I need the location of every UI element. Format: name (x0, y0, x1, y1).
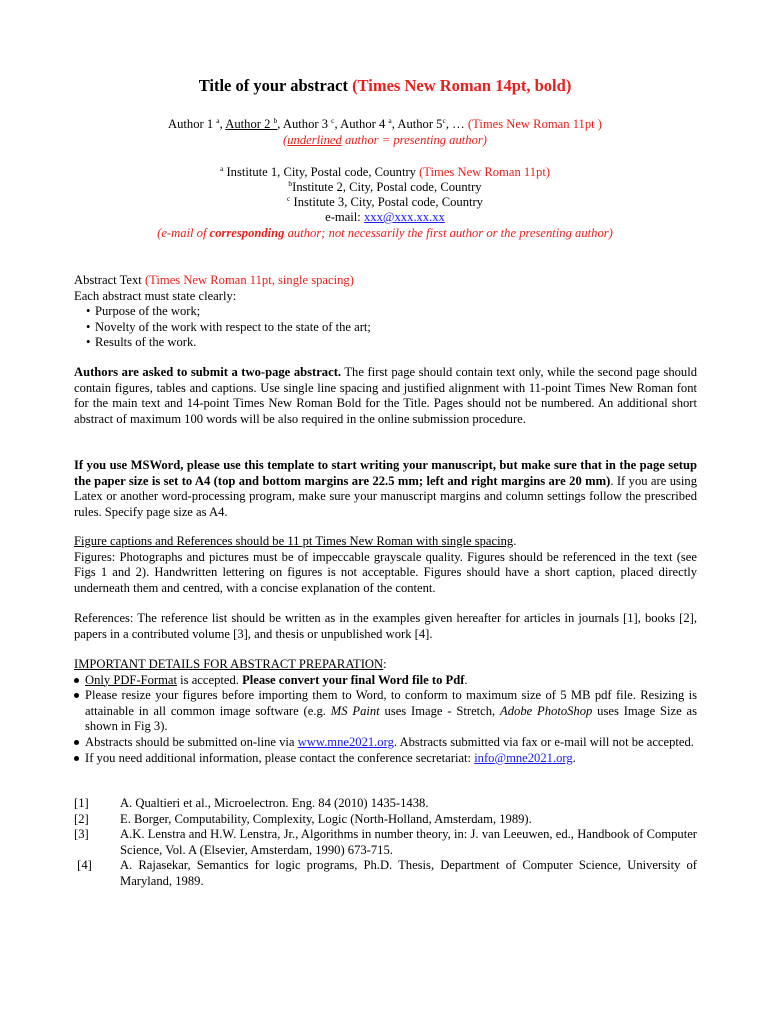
photoshop-label: Adobe PhotoShop (500, 703, 593, 718)
reference-text: A. Rajasekar, Semantics for logic programs, Ph.D. Thesis, Department of Computer Science, University of Maryland, 1989. (120, 858, 697, 888)
reference-text: A. Qualtieri et al., Microelectron. Eng. 84 (2010) 1435-1438. (120, 796, 429, 810)
item1-bold: Please convert your final Word file to Pdf (242, 672, 465, 687)
author-affiliation: b (273, 115, 278, 125)
abstract-text-section (74, 273, 697, 351)
para2-text: . If you are using Latex or another word-processing program, make sure your manuscript margins and column settings follow the prescribed rules. Specify page size as A4. (74, 473, 697, 519)
reference-item (74, 796, 697, 812)
institute-text: Institute 2, City, Postal code, Country (292, 180, 482, 194)
item1-end: . (464, 672, 468, 687)
item4-text: If you need additional information, please contact the conference secretariat: (85, 750, 475, 765)
figures-section (74, 534, 697, 596)
presenting-author-note: (underlined author = presenting author) (283, 133, 487, 147)
underlined-label: underlined (287, 133, 342, 147)
institute-marker: b (288, 178, 293, 188)
presenting-note-text: author = presenting author) (344, 133, 487, 147)
institute-line (0, 165, 770, 180)
reference-text: E. Borger, Computability, Complexity, Logic (North-Holland, Amsterdam, 1989). (120, 811, 532, 826)
reference-number: [4] (74, 858, 92, 873)
title-font-note: (Times New Roman 14pt, bold) (352, 76, 572, 95)
reference-text: A.K. Lenstra and H.W. Lenstra, Jr., Algorithms in number theory, in: J. van Leeuwen, ed., Handbook of Computer Science, Vol. A (Elsevier, Amsterdam, 1990) 673-715. (120, 827, 697, 857)
author-affiliation: c (331, 115, 335, 125)
para1-bold: Authors are asked to submit a two-page abstract. (74, 365, 342, 379)
title-text: Title of your abstract (198, 76, 348, 95)
list-item (74, 751, 697, 767)
item2-text: uses Image - Stretch, (379, 703, 501, 718)
figures-heading: Figure captions and References should be 11 pt Times New Roman with single spacing (74, 534, 514, 548)
authors-ellipsis: , … (445, 117, 465, 131)
authors-font-note: (Times New Roman 11pt ) (467, 117, 602, 131)
email-note-post: author; not necessarily the first author or the presenting author) (284, 226, 613, 240)
email-note-bold: corresponding (209, 226, 285, 240)
list-item: • Novelty of the work with respect to the state of the art; (85, 320, 697, 336)
institute-line (0, 195, 770, 210)
ms-paint-label: MS Paint (330, 703, 380, 718)
abstract-intro: Each abstract must state clearly: (74, 288, 237, 303)
para2-bold: If you use MSWord, please use this template to start writing your manuscript, but make sure that in the page setup the paper size is set to A4 (top and bottom margins are 22.5 mm; left and right margins are 20 mm) (74, 458, 697, 488)
institute-marker: a (219, 163, 224, 173)
reference-number: [3] (74, 827, 89, 842)
item1-text: is accepted. (177, 672, 243, 687)
details-heading: IMPORTANT DETAILS FOR ABSTRACT PREPARATION (74, 657, 384, 671)
list-item (74, 673, 697, 689)
abstract-title (0, 76, 770, 96)
paragraph-msword (74, 458, 697, 520)
list-item (74, 735, 697, 751)
author-affiliation: a (388, 115, 392, 125)
author-name: Author 3 (282, 117, 329, 131)
institute-text: Institute 1, City, Postal code, Country (226, 165, 416, 179)
paragraph-two-page (74, 365, 697, 427)
email-line (0, 210, 770, 225)
figures-heading-tail: . (513, 534, 517, 548)
presenting-author-name: Author 2 (225, 117, 271, 131)
abstract-label: Abstract Text (74, 273, 142, 287)
figures-text: Figures: Photographs and pictures must be of impeccable grayscale quality. Figures should be referenced in the text (see Figs 1 and 2). Handwritten lettering on figures is not acceptable. Figures should have a short caption, placed directly underneath them and centred, with a concise explanation of the content. (74, 549, 697, 595)
details-section (74, 657, 697, 766)
abstract-points (85, 304, 697, 351)
author-name: Author 4 (340, 117, 386, 131)
institute-line (0, 180, 770, 195)
item2-text: uses Image Size as shown in Fig 3). (85, 703, 697, 734)
item4-end: . (572, 750, 576, 765)
reference-item (74, 858, 697, 889)
abstract-label-line (74, 273, 697, 289)
email-label: e-mail: (325, 210, 361, 224)
reference-list (74, 796, 697, 890)
references-paragraph: References: The reference list should be written as in the examples given hereafter for articles in journals [1], books [2], papers in a contributed volume [3], and thesis or unpublished work [4]. (74, 611, 697, 641)
institute-font-note: (Times New Roman 11pt) (419, 165, 551, 179)
details-list (74, 673, 697, 767)
item2-text: Please resize your figures before importing them to Word, to conform to maximum size of 5 MB pdf file. Resizing is attainable in all common image software (e.g. (85, 688, 697, 718)
list-item: • Purpose of the work; (85, 304, 697, 320)
list-item: • Results of the work. (85, 335, 697, 351)
reference-number: [1] (74, 796, 89, 810)
item3-text: . Abstracts submitted via fax or e-mail will not be accepted. (393, 734, 694, 749)
email-note (0, 226, 770, 241)
pdf-format-label: Only PDF-Format (85, 672, 178, 687)
author-affiliation: c (442, 115, 446, 125)
email-link[interactable]: xxx@xxx.xx.xx (363, 210, 445, 224)
para1-text: The first page should contain text only, while the second page should contain figures, tables and captions. Use single line spacing and justified alignment with 11-point Times New Roman font for the main text and 14-point Times New Roman Bold for the Title. Pages should not be numbered. An additional short abstract of maximum 100 words will be also required in the online submission procedure. (74, 365, 698, 426)
list-item (74, 688, 697, 735)
author-name: Author 1 (168, 117, 214, 131)
reference-number: [2] (74, 811, 89, 826)
email-note-pre: (e-mail of (157, 226, 210, 240)
reference-item (74, 827, 697, 858)
reference-item (74, 812, 697, 828)
secretariat-email-link[interactable]: info@mne2021.org (474, 750, 573, 765)
website-link[interactable]: www.mne2021.org (297, 734, 394, 749)
institute-marker: c (287, 193, 291, 203)
item3-text: Abstracts should be submitted on-line via (85, 734, 298, 749)
abstract-font-note: (Times New Roman 11pt, single spacing) (144, 273, 354, 287)
details-heading-tail: : (383, 657, 387, 671)
institute-text: Institute 3, City, Postal code, Country (293, 195, 483, 209)
author-affiliation: a (216, 115, 220, 125)
author-name: Author 5 (397, 117, 443, 131)
author-list: Author 1 $^a$, Author 2 $^b$, Author 3 $^c$, Author 4 $^a$, Author 5$^c$, … (Times New Roman 11pt ) (168, 115, 602, 131)
